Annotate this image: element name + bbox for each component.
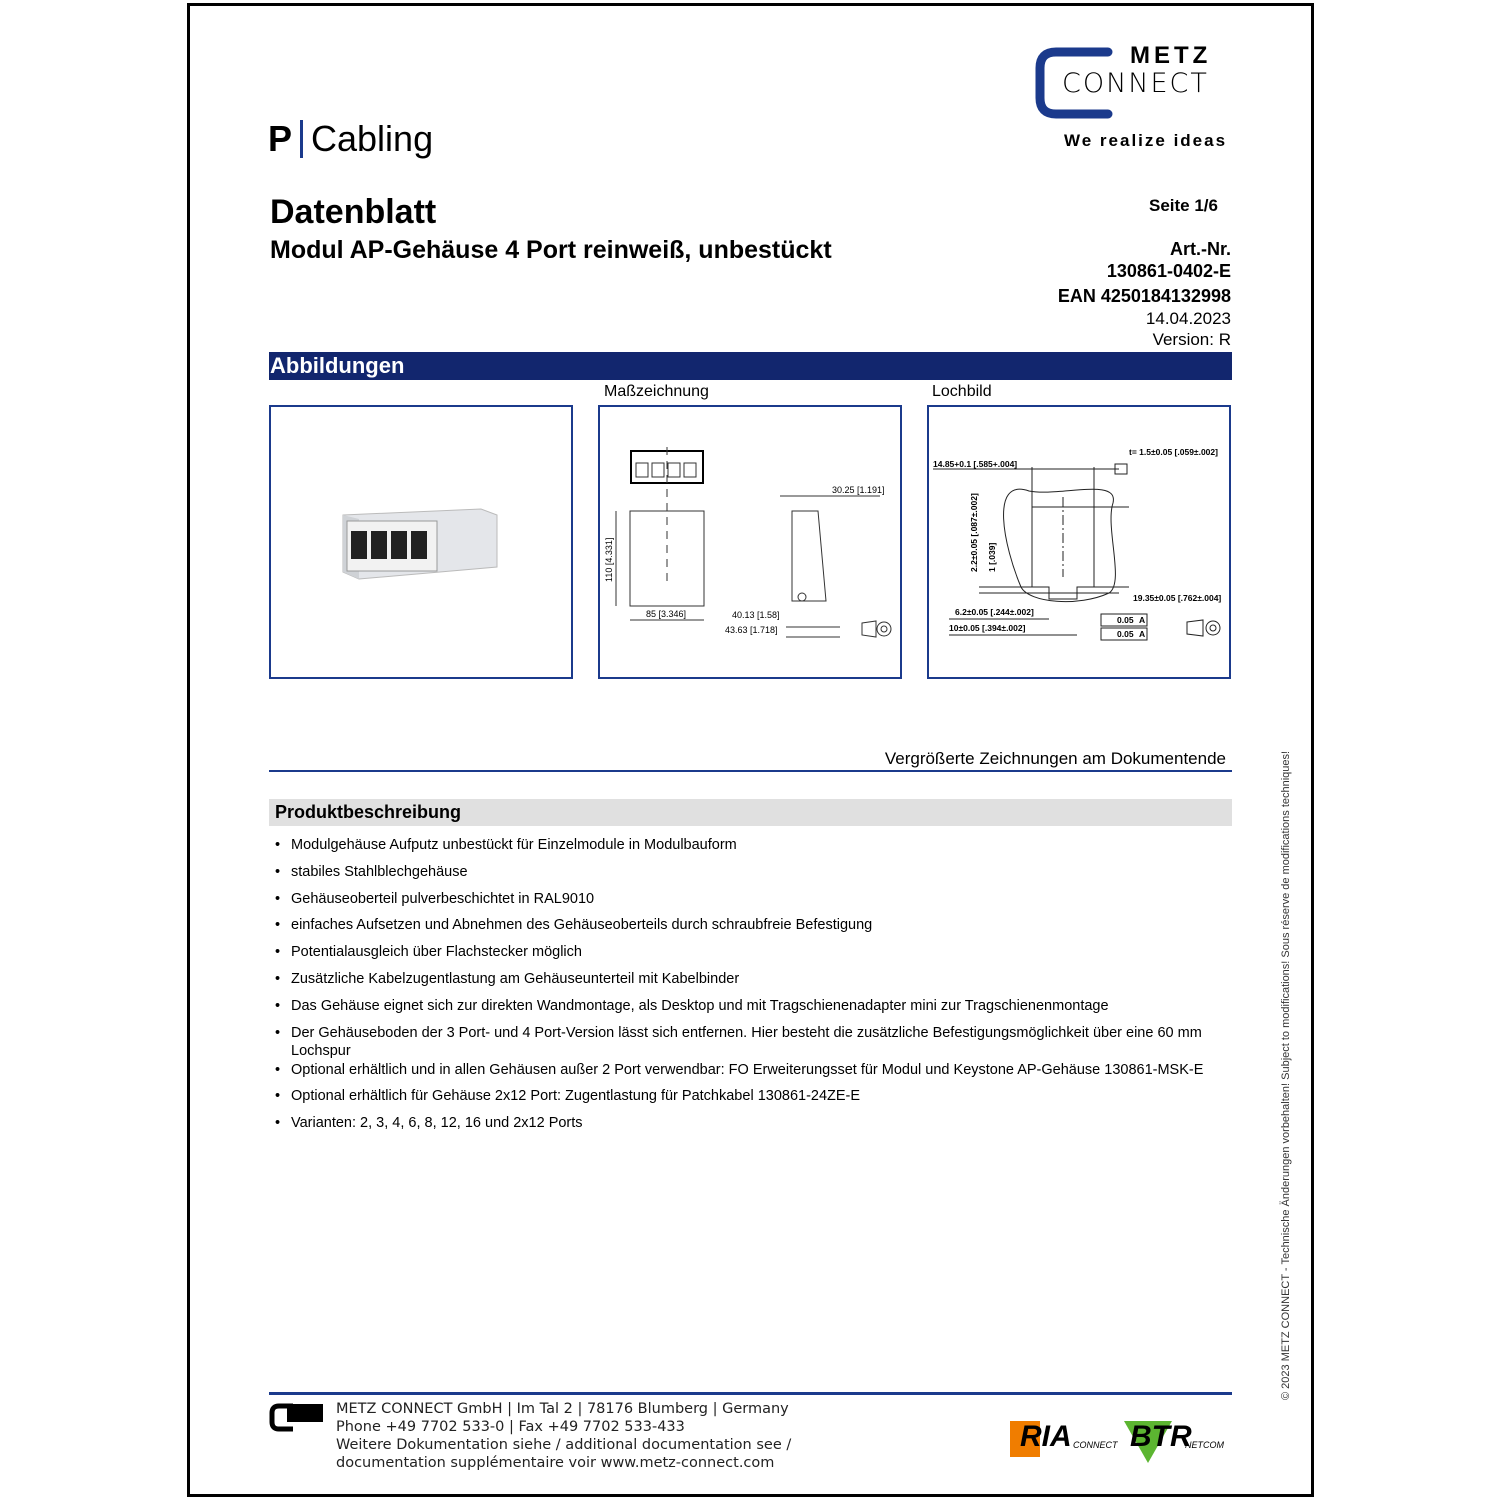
page-number: Seite 1/6 xyxy=(1149,196,1218,215)
section-produktbeschreibung: Produktbeschreibung xyxy=(269,799,1232,826)
dim-label: 30.25 [1.191] xyxy=(832,485,885,495)
dim-label: 110 [4.331] xyxy=(604,537,614,582)
footer-company: METZ CONNECT GmbH | Im Tal 2 | 78176 Blumberg | Germany xyxy=(336,1401,789,1417)
list-item: • Der Gehäuseboden der 3 Port- und 4 Port-Version lässt sich entfernen. Hier besteht die zusätzliche Befestigungsmöglichkeit über eine 60 mm Lochspur xyxy=(275,1024,1250,1061)
ria-sub: CONNECT xyxy=(1073,1440,1118,1450)
metz-small-logo xyxy=(269,1402,325,1432)
article-label: Art.-Nr. xyxy=(1169,239,1231,259)
hole-label: 19.35±0.05 [.762±.004] xyxy=(1133,593,1222,603)
list-item: • Optional erhältlich und in allen Gehäusen außer 2 Port verwendbar: FO Erweiterungsset für Modul und Keystone AP-Gehäuse 130861-MSK-E xyxy=(275,1061,1250,1088)
housing-photo xyxy=(271,407,571,677)
date: 14.04.2023 xyxy=(1145,309,1231,328)
feature-list xyxy=(275,836,1250,1141)
footer-divider xyxy=(269,1392,1232,1395)
brand-cabling: Cabling xyxy=(311,118,434,159)
version: Version: R xyxy=(1152,330,1231,349)
list-item: • Modulgehäuse Aufputz unbestückt für Einzelmodule in Modulbauform xyxy=(275,836,1250,863)
caption-masszeichnung: Maßzeichnung xyxy=(604,383,709,400)
list-item: • Optional erhältlich für Gehäuse 2x12 Port: Zugentlastung für Patchkabel 130861-24ZE-E xyxy=(275,1087,1250,1114)
datum-label: A xyxy=(1139,629,1146,639)
caption-lochbild: Lochbild xyxy=(932,383,992,400)
hole-label: 10±0.05 [.394±.002] xyxy=(949,623,1026,633)
divider xyxy=(269,770,1232,772)
enlarged-drawings-note: Vergrößerte Zeichnungen am Dokumentende xyxy=(884,749,1226,768)
tolerance-value: 0.05 xyxy=(1117,629,1134,639)
hole-label: t= 1.5±0.05 [.059±.002] xyxy=(1129,447,1218,457)
footer-address xyxy=(336,1400,791,1472)
btr-sub: NETCOM xyxy=(1185,1440,1224,1450)
dim-label: 85 [3.346] xyxy=(646,609,687,619)
hole-label: 6.2±0.05 [.244±.002] xyxy=(955,607,1034,617)
footer-website[interactable]: documentation supplémentaire voir www.metz-connect.com xyxy=(336,1455,775,1471)
hole-pattern-drawing xyxy=(927,405,1231,679)
meta-block xyxy=(1146,308,1231,350)
ria-logo: RIA xyxy=(1020,1420,1072,1453)
hole-label: 14.85+0.1 [.585+.004] xyxy=(933,459,1018,469)
ean: EAN 4250184132998 xyxy=(1057,286,1231,306)
list-item: • Varianten: 2, 3, 4, 6, 8, 12, 16 und 2x12 Ports xyxy=(275,1114,1250,1141)
footer-phone: Phone +49 7702 533-0 | Fax +49 7702 533-433 xyxy=(336,1419,685,1435)
logo-connect: CONNECT xyxy=(1062,68,1209,99)
article-block xyxy=(1107,238,1231,282)
footer-doc-note: Weitere Dokumentation siehe / additional documentation see / xyxy=(336,1437,792,1453)
dim-label: 43.63 [1.718] xyxy=(725,625,778,635)
article-number: 130861-0402-E xyxy=(1106,261,1231,281)
btr-logo: BTR xyxy=(1130,1420,1192,1453)
datum-label: A xyxy=(1139,615,1146,625)
brand-p-cabling xyxy=(268,118,433,160)
dimension-svg xyxy=(600,407,900,677)
product-title: Modul AP-Gehäuse 4 Port reinweiß, unbestückt xyxy=(270,236,832,264)
divider xyxy=(300,120,303,158)
list-item: • Gehäuseoberteil pulverbeschichtet in RAL9010 xyxy=(275,890,1250,917)
hole-svg xyxy=(929,407,1229,677)
page-title: Datenblatt xyxy=(270,193,437,231)
list-item: • stabiles Stahlblechgehäuse xyxy=(275,863,1250,890)
tolerance-value: 0.05 xyxy=(1117,615,1134,625)
hole-label: 2.2±0.05 [.087±.002] xyxy=(969,493,979,572)
dimension-drawing xyxy=(598,405,902,679)
logo-tagline: We realize ideas xyxy=(1064,131,1228,150)
list-item: • Das Gehäuse eignet sich zur direkten Wandmontage, als Desktop und mit Tragschienenadapter mini zur Tragschienenmontage xyxy=(275,997,1250,1024)
brand-p: P xyxy=(268,118,293,159)
list-item: • Potentialausgleich über Flachstecker möglich xyxy=(275,943,1250,970)
list-item: • Zusätzliche Kabelzugentlastung am Gehäuseunterteil mit Kabelbinder xyxy=(275,970,1250,997)
copyright-side-note: © 2023 METZ CONNECT - Technische Änderungen vorbehalten! Subject to modifications! Sous réserve de modifications techniques! xyxy=(1280,750,1292,1400)
section-abbildungen: Abbildungen xyxy=(269,352,1232,380)
logo-metz: METZ xyxy=(1130,42,1212,69)
product-image xyxy=(269,405,573,679)
dim-label: 40.13 [1.58] xyxy=(732,610,780,620)
list-item: • einfaches Aufsetzen und Abnehmen des Gehäuseoberteils durch schraubfreie Befestigung xyxy=(275,916,1250,943)
hole-label: 1 [.039] xyxy=(987,542,997,572)
